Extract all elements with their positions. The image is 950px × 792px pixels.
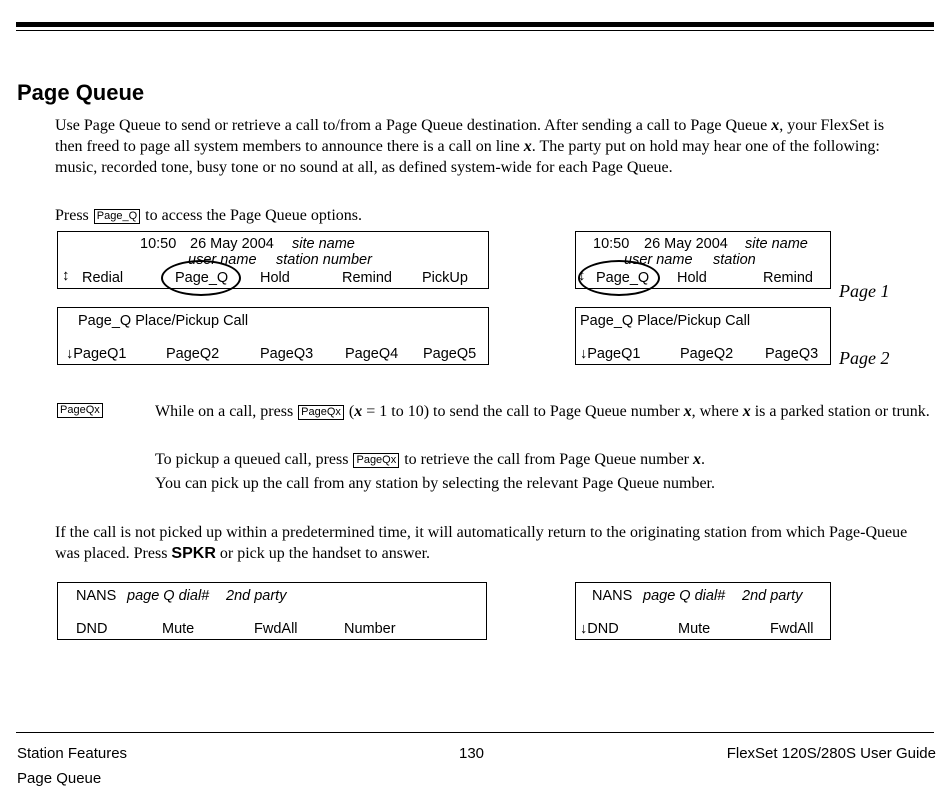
highlight-circle <box>161 260 241 296</box>
spkr-key-label: SPKR <box>171 545 216 562</box>
scroll-arrow-icon: ↕ <box>62 267 70 284</box>
highlight-circle <box>578 260 660 296</box>
softkey-pageq2[interactable]: PageQ2 <box>166 346 220 362</box>
top-rule-thin <box>16 30 934 31</box>
display-site-name: site name <box>745 236 808 252</box>
display-date: 26 May 2004 <box>190 236 274 252</box>
return-text-1: If the call is not picked up within a predetermined time, it will automatically return to the originating station from which Page-Queue was placed. Press <box>55 524 908 562</box>
footer-subsection: Page Queue <box>17 770 102 787</box>
display-nans-left <box>57 582 487 640</box>
softkey-number[interactable]: Number <box>344 621 396 637</box>
press-instruction <box>55 205 915 226</box>
softkey-pageq1[interactable]: ↓PageQ1 <box>66 346 127 362</box>
softkey-mute[interactable]: Mute <box>678 621 711 637</box>
display-page1-left <box>57 231 489 289</box>
softkey-mute[interactable]: Mute <box>162 621 195 637</box>
desc-text: To pickup a queued call, press <box>155 451 353 468</box>
desc-text: While on a call, press <box>155 403 298 420</box>
return-text-2: or pick up the handset to answer. <box>215 545 431 562</box>
var-x: x <box>771 117 780 134</box>
softkey-fwdall[interactable]: FwdAll <box>770 621 814 637</box>
footer-rule <box>16 732 934 733</box>
var-x: x <box>523 138 532 155</box>
scroll-arrow-icon: ↕ <box>578 267 586 284</box>
page-2-label: Page 2 <box>839 348 890 368</box>
display-page-q-dial: page Q dial# <box>643 588 726 604</box>
display-2nd-party: 2nd party <box>226 588 287 604</box>
softkey-remind[interactable]: Remind <box>342 270 392 286</box>
softkey-pageq3[interactable]: PageQ3 <box>260 346 314 362</box>
page-q-key[interactable]: Page_Q <box>94 209 140 224</box>
pageqx-key-inline[interactable]: PageQx <box>298 405 344 420</box>
desc-text: . <box>701 451 706 468</box>
footer-guide-title: FlexSet 120S/280S User Guide <box>726 745 936 762</box>
intro-paragraph <box>55 115 915 178</box>
footer-section: Station Features <box>17 745 128 762</box>
page-title: Page Queue <box>17 80 145 105</box>
display-2nd-party: 2nd party <box>742 588 803 604</box>
var-x: x <box>354 403 363 420</box>
intro-text-2: , your FlexSet is then freed to page all system members to announce there is a call on line <box>55 117 885 155</box>
send-call-instruction <box>155 401 935 422</box>
intro-text-1: Use Page Queue to send or retrieve a call to/from a Page Queue destination. After sending a call to Page Queue <box>55 117 772 134</box>
press-post: to access the Page Queue options. <box>141 207 362 224</box>
top-rule-thick <box>16 22 934 27</box>
desc-text: is a parked station or trunk. <box>750 403 930 420</box>
softkey-hold[interactable]: Hold <box>260 270 290 286</box>
press-pre: Press <box>55 207 93 224</box>
var-x: x <box>742 403 751 420</box>
any-station-note: You can pick up the call from any station by selecting the relevant Page Queue number. <box>155 475 715 492</box>
display-time: 10:50 <box>593 236 630 252</box>
desc-text: = 1 to 10) to send the call to Page Queue number <box>362 403 684 420</box>
intro-text-3: . The party put on hold may hear one of the following: music, recorded tone, busy tone or no sound at all, as defined system-wide for each Page Queue. <box>55 138 880 176</box>
desc-text: ( <box>344 403 355 420</box>
display-date: 26 May 2004 <box>644 236 728 252</box>
softkey-page-q[interactable]: Page_Q <box>175 270 229 286</box>
return-paragraph <box>55 522 915 564</box>
softkey-pickup[interactable]: PickUp <box>422 270 468 286</box>
pageqx-key-inline[interactable]: PageQx <box>353 453 399 468</box>
display-nans: NANS <box>592 588 633 604</box>
display-station-number: station number <box>276 252 372 268</box>
softkey-fwdall[interactable]: FwdAll <box>254 621 298 637</box>
softkey-hold[interactable]: Hold <box>677 270 707 286</box>
display-menu-title: Page_Q Place/Pickup Call <box>580 313 751 329</box>
var-x: x <box>693 451 702 468</box>
desc-text: to retrieve the call from Page Queue number <box>400 451 694 468</box>
desc-text: , where <box>691 403 743 420</box>
display-page2-right <box>575 307 831 365</box>
page-1-label: Page 1 <box>839 281 890 301</box>
display-nans-right <box>575 582 831 640</box>
pickup-instruction <box>155 449 935 470</box>
display-station: station <box>713 252 756 268</box>
softkey-dnd[interactable]: ↓DND <box>580 621 619 637</box>
display-user-name: user name <box>188 252 257 268</box>
display-page-q-dial: page Q dial# <box>127 588 210 604</box>
softkey-pageq1[interactable]: ↓PageQ1 <box>580 346 641 362</box>
softkey-dnd[interactable]: DND <box>76 621 108 637</box>
display-menu-title: Page_Q Place/Pickup Call <box>78 313 249 329</box>
softkey-pageq4[interactable]: PageQ4 <box>345 346 399 362</box>
display-page2-left <box>57 307 489 365</box>
var-x: x <box>683 403 692 420</box>
softkey-page-q[interactable]: Page_Q <box>596 270 650 286</box>
softkey-redial[interactable]: Redial <box>82 270 124 286</box>
softkey-remind[interactable]: Remind <box>763 270 813 286</box>
softkey-pageq5[interactable]: PageQ5 <box>423 346 477 362</box>
page-number: 130 <box>459 745 485 762</box>
display-time: 10:50 <box>140 236 177 252</box>
display-site-name: site name <box>292 236 355 252</box>
softkey-pageq2[interactable]: PageQ2 <box>680 346 734 362</box>
display-user-name: user name <box>624 252 693 268</box>
pageqx-key[interactable]: PageQx <box>57 403 103 418</box>
display-nans: NANS <box>76 588 117 604</box>
softkey-pageq3[interactable]: PageQ3 <box>765 346 819 362</box>
